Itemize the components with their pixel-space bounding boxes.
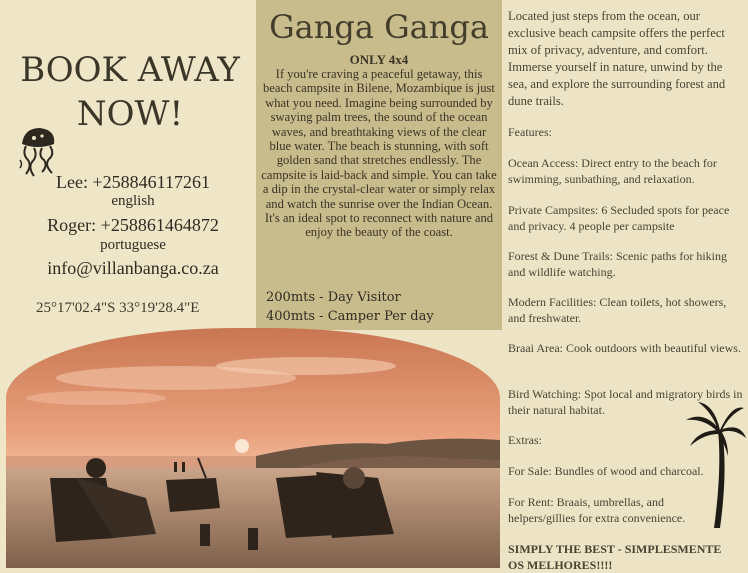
feature-ocean-access: Ocean Access: Direct entry to the beach for swimming, sunbathing, and relaxation. xyxy=(508,156,717,186)
gps-coordinates: 25°17'02.4"S 33°19'28.4"E xyxy=(36,300,200,316)
feature-braai: Braai Area: Cook outdoors with beautiful views. xyxy=(508,341,741,355)
feature-trails: Forest & Dune Trails: Scenic paths for hiking and wildlife watching. xyxy=(508,249,727,279)
palm-tree-icon xyxy=(684,400,746,530)
contact-roger[interactable]: Roger: +258861464872 xyxy=(47,215,219,235)
extras-heading: Extras: xyxy=(508,433,542,447)
subtitle: ONLY 4x4 xyxy=(349,52,409,67)
price-camper: 400mts - Camper Per day xyxy=(266,309,434,324)
page-title: Ganga Ganga xyxy=(269,8,489,46)
contact-lee-language: english xyxy=(111,193,155,209)
price-day-visitor: 200mts - Day Visitor xyxy=(266,290,401,305)
contact-lee[interactable]: Lee: +258846117261 xyxy=(56,172,210,192)
beach-sunset-photo xyxy=(6,328,500,568)
intro-text: Located just steps from the ocean, our exclusive beach campsite offers the perfect mix of privacy, adventure, and comfort. Immerse yourself in nature, unwind by the sea, and explore the surrounding forest and dune trails. xyxy=(508,9,726,108)
features-heading: Features: xyxy=(508,125,552,139)
headline-line-1: BOOK AWAY xyxy=(20,50,240,90)
feature-bird-watching: Bird Watching: Spot local and migratory birds in their natural habitat. xyxy=(508,387,743,417)
headline-line-2: NOW! xyxy=(76,94,184,134)
feature-facilities: Modern Facilities: Clean toilets, hot showers, and freshwater. xyxy=(508,295,727,325)
extra-for-rent: For Rent: Braais, umbrellas, and helpers/gillies for extra convenience. xyxy=(508,495,686,525)
description: If you're craving a peaceful getaway, this beach campsite in Bilene, Mozambique is just what you need. Imagine being surrounded by swaying palm trees, the sound of the ocean waves, and breathtaking views of the clear blue water. The beach is stunning, with soft golden sand that stretches endlessly. The campsite is laid-back and simple. You can take a dip in the crystal-clear water or simply relax and watch the sunrise over the Indian Ocean. It's an ideal spot to reconnect with nature and enjoy the beauty of the coast. xyxy=(261,67,497,240)
contact-roger-language: portuguese xyxy=(100,237,166,253)
email-link[interactable]: info@villanbanga.co.za xyxy=(47,258,219,278)
book-headline xyxy=(10,48,250,136)
extra-for-sale: For Sale: Bundles of wood and charcoal. xyxy=(508,464,704,478)
slogan: SIMPLY THE BEST - SIMPLESMENTE OS MELHORES!!!! xyxy=(508,542,722,572)
feature-private-campsites: Private Campsites: 6 Secluded spots for peace and privacy. 4 people per campsite xyxy=(508,203,730,233)
